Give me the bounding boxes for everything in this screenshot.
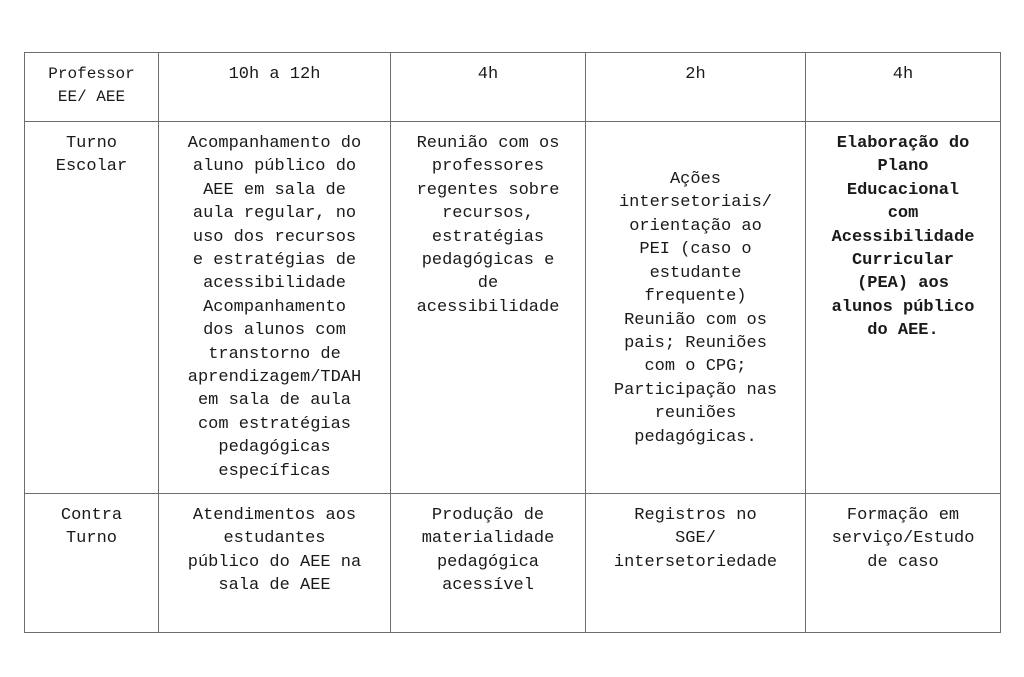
table-cell: Acompanhamento do aluno público do AEE em sala de aula regular, no uso dos recursos e estratégias de acessibilidade Acompanhamento dos alunos com transtorno de aprendizagem/TDAH em sala de aula com estratégias pedagógicas específicas — [159, 122, 391, 494]
table-cell: Produção de materialidade pedagógica acessível — [391, 494, 586, 633]
header-hours-cell: 10h a 12h — [159, 53, 391, 122]
table-row — [25, 122, 1001, 494]
table-cell: Elaboração do Plano Educacional com Acessibilidade Curricular (PEA) aos alunos público do AEE. — [806, 122, 1001, 494]
table-cell: Reunião com os professores regentes sobre recursos, estratégias pedagógicas e de acessibilidade — [391, 122, 586, 494]
header-role-cell: Professor EE/ AEE — [25, 53, 159, 122]
table-cell: Formação em serviço/Estudo de caso — [806, 494, 1001, 633]
table-cell: Registros no SGE/ intersetoriedade — [586, 494, 806, 633]
row-label-cell: Contra Turno — [25, 494, 159, 633]
header-hours-cell: 2h — [586, 53, 806, 122]
table-cell: Atendimentos aos estudantes público do AEE na sala de AEE — [159, 494, 391, 633]
header-hours-cell: 4h — [806, 53, 1001, 122]
header-hours-cell: 4h — [391, 53, 586, 122]
table-row — [25, 494, 1001, 633]
table-header-row — [25, 53, 1001, 122]
row-label-cell: Turno Escolar — [25, 122, 159, 494]
schedule-table — [24, 52, 1001, 633]
table-cell: Ações intersetoriais/ orientação ao PEI (caso o estudante frequente) Reunião com os pais; Reuniões com o CPG; Participação nas reuniões pedagógicas. — [586, 122, 806, 494]
